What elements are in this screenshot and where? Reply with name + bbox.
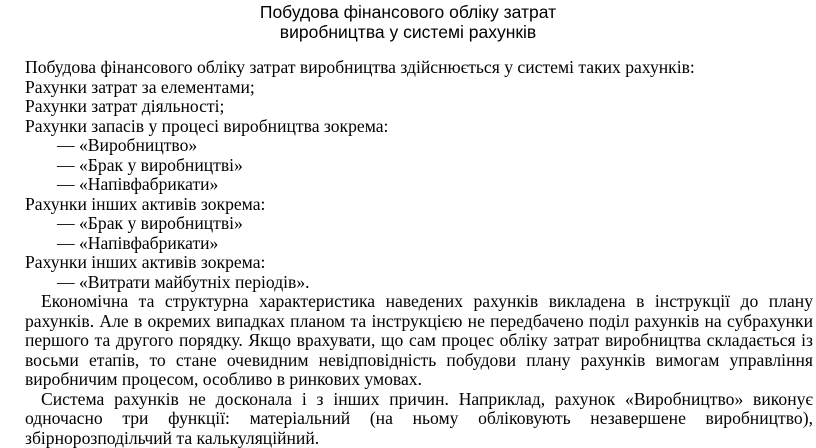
list-item: — «Виробництво» (25, 136, 813, 156)
account-line-other-assets: Рахунки інших активів зокрема: (25, 195, 813, 215)
list-item: — «Напівфабрикати» (25, 234, 813, 254)
slide-title (0, 2, 816, 42)
paragraph: Економічна та структурна характеристика наведених рахунків викладена в інструкції до плану рахунків. Але в окремих випадках планом та інструкцією не передбачено поділ рахунків на субрахунки першого та другого порядку. Якщо врахувати, що сам процес обліку затрат виробництва складається із восьми етапів, то стане очевидним невідповідність побудови плану рахунків вимогам управління виробничим процесом, особливо в ринкових умовах. (25, 292, 813, 390)
list-item: — «Витрати майбутніх періодів». (25, 273, 813, 293)
slide-body (25, 58, 813, 448)
list-item: — «Брак у виробництві» (25, 156, 813, 176)
slide-title-line-2: виробництва у системі рахунків (0, 22, 816, 42)
account-line-other-assets: Рахунки інших активів зокрема: (25, 253, 813, 273)
list-item: — «Брак у виробництві» (25, 214, 813, 234)
account-line-inventory: Рахунки запасів у процесі виробництва зокрема: (25, 117, 813, 137)
intro-text: Побудова фінансового обліку затрат виробництва здійснюється у системі таких рахунків: (25, 58, 813, 78)
account-line-elements: Рахунки затрат за елементами; (25, 78, 813, 98)
paragraph: Система рахунків не досконала і з інших причин. Наприклад, рахунок «Виробництво» виконує одночасно три функції: матеріальний (на ньому обліковують незавершене виробництво), збірнорозподільчий та калькуляційний. (25, 390, 813, 448)
account-line-activity: Рахунки затрат діяльності; (25, 97, 813, 117)
list-item: — «Напівфабрикати» (25, 175, 813, 195)
slide-title-line-1: Побудова фінансового обліку затрат (0, 2, 816, 22)
